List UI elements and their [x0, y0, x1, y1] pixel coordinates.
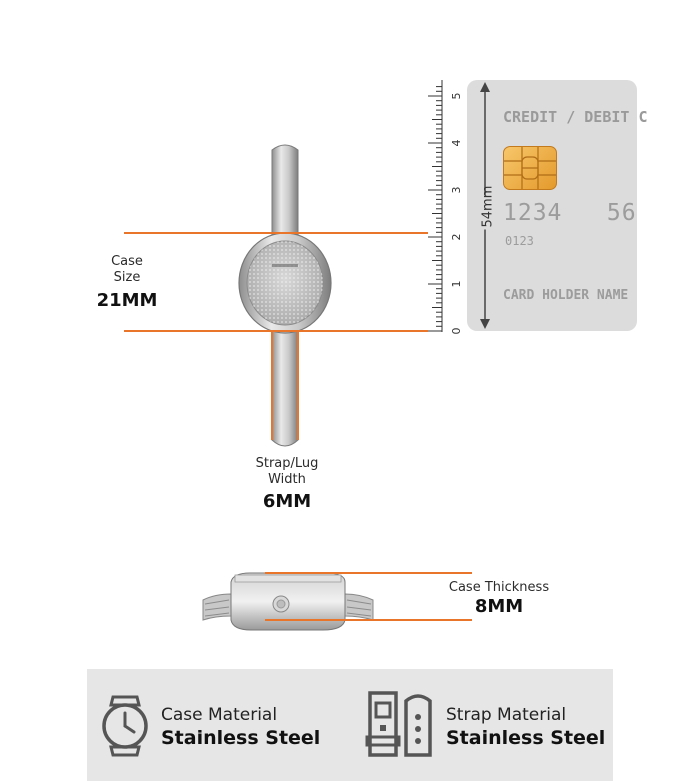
ruler-label: 2 [450, 233, 463, 241]
strap-icon [365, 691, 437, 761]
bangle-top [272, 145, 298, 240]
card-number: 1234 56 [503, 200, 637, 226]
strap-material-value: Stainless Steel [446, 727, 606, 749]
watch-icon [97, 691, 153, 761]
case-material-title: Case Material [161, 705, 278, 725]
case-thickness-value: 8MM [474, 596, 524, 617]
case-material-value: Stainless Steel [161, 727, 321, 749]
case-size-title: Case Size [111, 254, 143, 285]
strap-width-title: Strap/Lug Width [255, 456, 319, 487]
ruler-label: 3 [450, 186, 463, 194]
case-size-value: 21MM [96, 290, 158, 311]
strap-material-title: Strap Material [446, 705, 567, 725]
ruler-label: 4 [450, 139, 463, 147]
card-chip [503, 146, 557, 190]
card-reference [467, 80, 648, 331]
watch-side-diagram [195, 560, 615, 640]
card-heading: CREDIT / DEBIT C [503, 108, 648, 126]
strap-width-value: 6MM [262, 491, 312, 512]
case-thickness-title: Case Thickness [448, 580, 550, 595]
bangle-bottom [272, 330, 298, 446]
ruler-label: 0 [450, 327, 463, 335]
card-small-number: 0123 [505, 234, 534, 248]
ruler-label: 5 [450, 92, 463, 100]
ruler-label: 1 [450, 280, 463, 288]
card-holder: CARD HOLDER NAME [503, 288, 629, 303]
card-dimension: 54mm [480, 185, 496, 228]
materials-panel [87, 669, 613, 781]
